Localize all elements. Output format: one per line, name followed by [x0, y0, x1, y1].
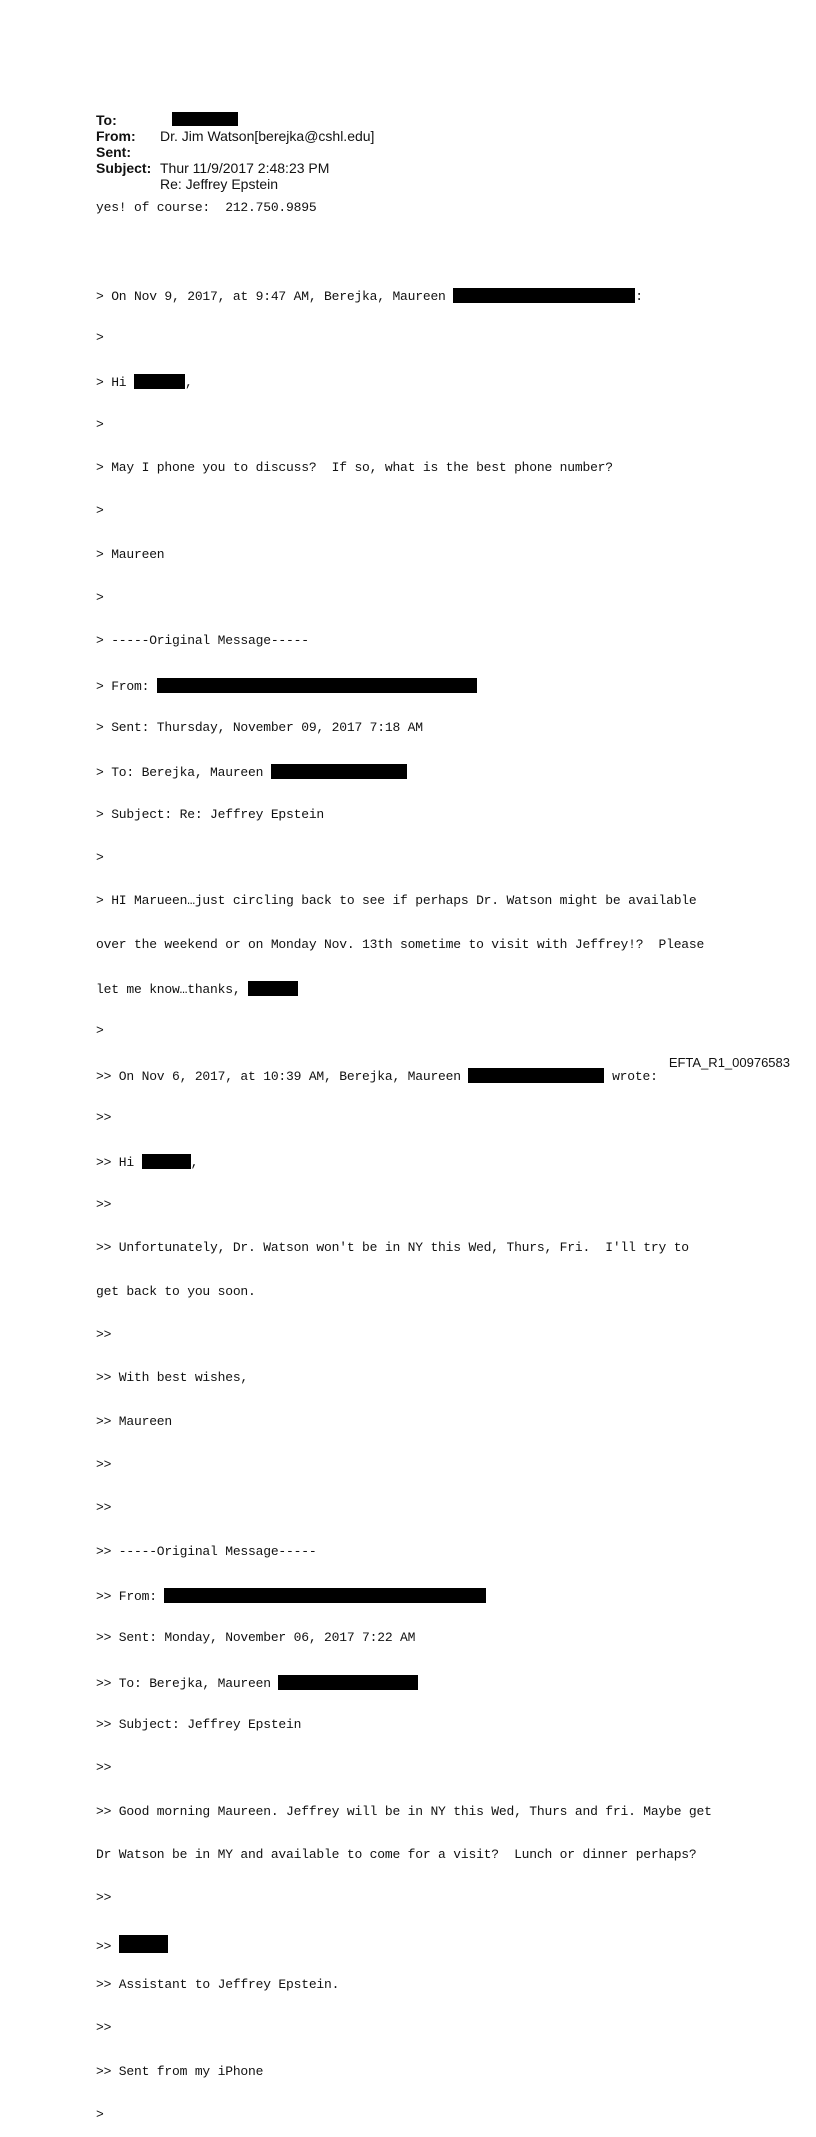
redaction-box [142, 1154, 191, 1169]
body-line: > Subject: Re: Jeffrey Epstein [96, 806, 325, 822]
body-line [96, 678, 712, 692]
body-line [96, 981, 712, 998]
redaction-box [134, 374, 185, 389]
body-line: >> [96, 2020, 112, 2036]
body-line: Dr Watson be in MY and available to come for a visit? Lunch or dinner perhaps? [96, 1846, 697, 1862]
body-line: get back to you soon. [96, 1283, 256, 1299]
from-label: From: [96, 128, 136, 144]
body-line: yes! of course: 212.750.9895 [96, 199, 317, 215]
body-line [96, 244, 712, 258]
body-text: > On Nov 9, 2017, at 9:47 AM, Berejka, Maureen [96, 288, 454, 304]
redaction-box [164, 1588, 486, 1603]
body-text: > Hi [96, 375, 135, 391]
body-line [96, 1935, 712, 1954]
body-line [96, 288, 712, 302]
body-line: >> Sent from my iPhone [96, 2063, 264, 2079]
body-line [96, 1154, 712, 1171]
subject-label: Subject: [96, 160, 152, 176]
body-line: >> Assistant to Jeffrey Epstein. [96, 1977, 340, 1992]
body-line [96, 374, 712, 391]
redaction-box [278, 1675, 418, 1690]
body-text: >> Hi [96, 1155, 142, 1171]
body-line: > [96, 416, 104, 432]
to-value: Dr. Jim Watson[berejka@cshl.edu] [160, 128, 375, 144]
body-text: >> [96, 1938, 119, 1954]
to-label: To: [96, 112, 117, 128]
redaction-box [119, 1935, 168, 1953]
body-line: over the weekend or on Monday Nov. 13th sometime to visit with Jeffrey!? Please [96, 936, 705, 952]
body-line: >> With best wishes, [96, 1370, 249, 1386]
body-line: > [96, 1023, 104, 1039]
body-line [96, 1068, 712, 1082]
sent-value: Thur 11/9/2017 2:48:23 PM [160, 160, 330, 176]
body-text: , [190, 1155, 199, 1171]
body-line: > -----Original Message----- [96, 633, 309, 649]
body-line [96, 1675, 712, 1689]
body-line: >> [96, 1456, 112, 1472]
body-line: >> Sent: Monday, November 06, 2017 7:22 AM [96, 1630, 416, 1646]
redaction-box [157, 678, 477, 693]
body-line: > [96, 503, 104, 519]
body-line: >> [96, 1196, 112, 1212]
body-text: wrote: [604, 1068, 658, 1084]
body-line: >> [96, 1890, 112, 1906]
body-line: > HI Marueen…just circling back to see if perhaps Dr. Watson might be available [96, 893, 697, 909]
body-line: >> -----Original Message----- [96, 1543, 317, 1559]
body-line: >> [96, 1760, 112, 1776]
sent-label: Sent: [96, 144, 131, 160]
body-line [96, 764, 712, 781]
redaction-box [172, 112, 238, 126]
body-line: > [96, 850, 104, 866]
body-text: > To: Berejka, Maureen [96, 765, 271, 781]
body-text: >> On Nov 6, 2017, at 10:39 AM, Berejka, Maureen [96, 1068, 469, 1084]
body-text: : [635, 288, 643, 304]
document-id: EFTA_R1_00976583 [668, 1055, 790, 1070]
body-text: let me know…thanks, [96, 982, 249, 998]
body-text: , [185, 375, 193, 391]
body-line: > Maureen [96, 546, 165, 562]
redaction-box [271, 764, 407, 779]
body-line: >> Subject: Jeffrey Epstein [96, 1716, 302, 1732]
body-line: >> [96, 1110, 112, 1126]
body-line: >> [96, 1326, 112, 1342]
email-body [96, 172, 712, 2137]
body-line: > [96, 329, 104, 345]
body-line: > [96, 590, 104, 605]
body-line: >> Unfortunately, Dr. Watson won't be in NY this Wed, Thurs, Fri. I'll try to [96, 1240, 689, 1256]
subject-value: Re: Jeffrey Epstein [160, 176, 279, 192]
body-line: > May I phone you to discuss? If so, what is the best phone number? [96, 459, 613, 475]
redaction-box [468, 1068, 604, 1083]
redaction-box [248, 981, 298, 996]
body-text: >> To: Berejka, Maureen [96, 1675, 279, 1691]
body-line: >> Good morning Maureen. Jeffrey will be in NY this Wed, Thurs and fri. Maybe get [96, 1803, 712, 1819]
body-line: >> Maureen [96, 1413, 173, 1429]
body-text: >> From: [96, 1588, 165, 1604]
redaction-box [453, 288, 635, 303]
body-line: >> [96, 1500, 112, 1516]
body-text: > From: [96, 678, 157, 694]
body-line [96, 1588, 712, 1602]
body-line: > Sent: Thursday, November 09, 2017 7:18 AM [96, 720, 423, 736]
body-line: > [96, 2107, 104, 2123]
